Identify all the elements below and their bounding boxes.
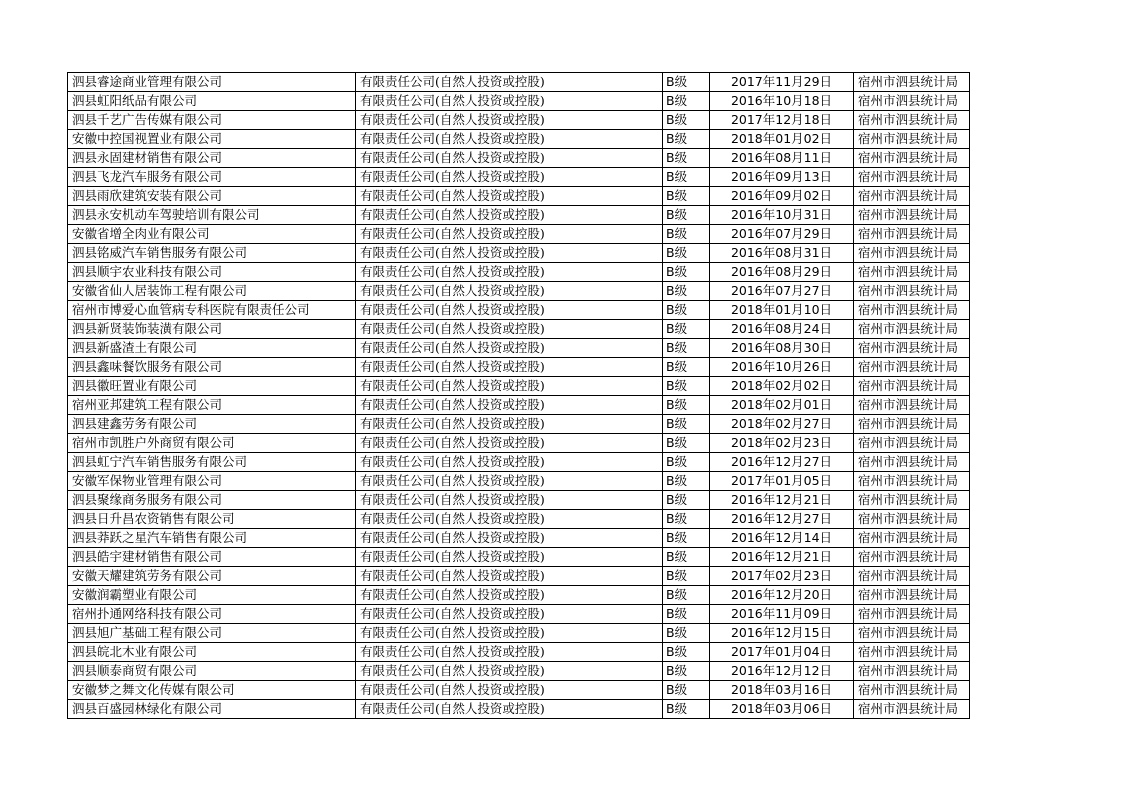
- company-name-cell: 泗县日升昌农资销售有限公司: [68, 510, 356, 529]
- company-type-cell: 有限责任公司(自然人投资或控股): [356, 681, 663, 700]
- rating-date-cell: 2016年12月14日: [710, 529, 854, 548]
- company-name-cell: 宿州市博爱心血管病专科医院有限责任公司: [68, 301, 356, 320]
- company-name-cell: 安徽天耀建筑劳务有限公司: [68, 567, 356, 586]
- company-name-cell: 泗县永安机动车驾驶培训有限公司: [68, 206, 356, 225]
- rating-date-cell: 2016年08月29日: [710, 263, 854, 282]
- company-type-cell: 有限责任公司(自然人投资或控股): [356, 396, 663, 415]
- issuing-authority-cell: 宿州市泗县统计局: [854, 149, 970, 168]
- rating-date-cell: 2016年12月15日: [710, 624, 854, 643]
- issuing-authority-cell: 宿州市泗县统计局: [854, 358, 970, 377]
- rating-date-cell: 2018年03月06日: [710, 700, 854, 719]
- rating-date-cell: 2016年07月29日: [710, 225, 854, 244]
- issuing-authority-cell: 宿州市泗县统计局: [854, 225, 970, 244]
- table-row: [68, 396, 970, 415]
- company-name-cell: 宿州亚邦建筑工程有限公司: [68, 396, 356, 415]
- table-row: [68, 149, 970, 168]
- table-row: [68, 662, 970, 681]
- issuing-authority-cell: 宿州市泗县统计局: [854, 339, 970, 358]
- company-type-cell: 有限责任公司(自然人投资或控股): [356, 567, 663, 586]
- company-type-cell: 有限责任公司(自然人投资或控股): [356, 491, 663, 510]
- company-type-cell: 有限责任公司(自然人投资或控股): [356, 320, 663, 339]
- table-row: [68, 548, 970, 567]
- table-row: [68, 339, 970, 358]
- credit-grade-cell: B级: [663, 225, 710, 244]
- credit-grade-cell: B级: [663, 92, 710, 111]
- company-type-cell: 有限责任公司(自然人投资或控股): [356, 225, 663, 244]
- company-name-cell: 宿州扑通网络科技有限公司: [68, 605, 356, 624]
- company-name-cell: 安徽省增全肉业有限公司: [68, 225, 356, 244]
- company-name-cell: 泗县千艺广告传媒有限公司: [68, 111, 356, 130]
- company-type-cell: 有限责任公司(自然人投资或控股): [356, 510, 663, 529]
- credit-rating-table: [67, 72, 970, 719]
- credit-grade-cell: B级: [663, 453, 710, 472]
- company-type-cell: 有限责任公司(自然人投资或控股): [356, 472, 663, 491]
- table-row: [68, 529, 970, 548]
- table-row: [68, 73, 970, 92]
- company-type-cell: 有限责任公司(自然人投资或控股): [356, 187, 663, 206]
- table-row: [68, 358, 970, 377]
- issuing-authority-cell: 宿州市泗县统计局: [854, 700, 970, 719]
- issuing-authority-cell: 宿州市泗县统计局: [854, 472, 970, 491]
- rating-date-cell: 2018年02月23日: [710, 434, 854, 453]
- company-name-cell: 泗县虹宁汽车销售服务有限公司: [68, 453, 356, 472]
- company-name-cell: 泗县虹阳纸品有限公司: [68, 92, 356, 111]
- company-type-cell: 有限责任公司(自然人投资或控股): [356, 377, 663, 396]
- credit-grade-cell: B级: [663, 567, 710, 586]
- issuing-authority-cell: 宿州市泗县统计局: [854, 453, 970, 472]
- credit-grade-cell: B级: [663, 168, 710, 187]
- company-type-cell: 有限责任公司(自然人投资或控股): [356, 662, 663, 681]
- rating-date-cell: 2018年03月16日: [710, 681, 854, 700]
- company-type-cell: 有限责任公司(自然人投资或控股): [356, 339, 663, 358]
- issuing-authority-cell: 宿州市泗县统计局: [854, 434, 970, 453]
- rating-date-cell: 2016年08月11日: [710, 149, 854, 168]
- company-type-cell: 有限责任公司(自然人投资或控股): [356, 605, 663, 624]
- company-type-cell: 有限责任公司(自然人投资或控股): [356, 301, 663, 320]
- rating-date-cell: 2016年12月20日: [710, 586, 854, 605]
- company-name-cell: 泗县铭威汽车销售服务有限公司: [68, 244, 356, 263]
- company-type-cell: 有限责任公司(自然人投资或控股): [356, 92, 663, 111]
- credit-grade-cell: B级: [663, 244, 710, 263]
- company-type-cell: 有限责任公司(自然人投资或控股): [356, 529, 663, 548]
- company-name-cell: 泗县新盛渣土有限公司: [68, 339, 356, 358]
- table-row: [68, 263, 970, 282]
- rating-date-cell: 2016年08月30日: [710, 339, 854, 358]
- issuing-authority-cell: 宿州市泗县统计局: [854, 681, 970, 700]
- company-name-cell: 泗县旭广基础工程有限公司: [68, 624, 356, 643]
- issuing-authority-cell: 宿州市泗县统计局: [854, 396, 970, 415]
- company-type-cell: 有限责任公司(自然人投资或控股): [356, 548, 663, 567]
- credit-grade-cell: B级: [663, 377, 710, 396]
- credit-grade-cell: B级: [663, 491, 710, 510]
- issuing-authority-cell: 宿州市泗县统计局: [854, 415, 970, 434]
- table-row: [68, 282, 970, 301]
- issuing-authority-cell: 宿州市泗县统计局: [854, 282, 970, 301]
- table-row: [68, 111, 970, 130]
- credit-grade-cell: B级: [663, 263, 710, 282]
- company-name-cell: 安徽润霸塑业有限公司: [68, 586, 356, 605]
- issuing-authority-cell: 宿州市泗县统计局: [854, 301, 970, 320]
- company-type-cell: 有限责任公司(自然人投资或控股): [356, 263, 663, 282]
- credit-grade-cell: B级: [663, 358, 710, 377]
- rating-date-cell: 2018年01月10日: [710, 301, 854, 320]
- issuing-authority-cell: 宿州市泗县统计局: [854, 130, 970, 149]
- credit-grade-cell: B级: [663, 187, 710, 206]
- credit-grade-cell: B级: [663, 643, 710, 662]
- credit-grade-cell: B级: [663, 510, 710, 529]
- credit-grade-cell: B级: [663, 624, 710, 643]
- company-type-cell: 有限责任公司(自然人投资或控股): [356, 111, 663, 130]
- table-row: [68, 320, 970, 339]
- credit-grade-cell: B级: [663, 301, 710, 320]
- company-type-cell: 有限责任公司(自然人投资或控股): [356, 586, 663, 605]
- company-name-cell: 泗县皓宇建材销售有限公司: [68, 548, 356, 567]
- company-name-cell: 泗县鑫味餐饮服务有限公司: [68, 358, 356, 377]
- table-row: [68, 168, 970, 187]
- company-name-cell: 泗县莽跃之星汽车销售有限公司: [68, 529, 356, 548]
- rating-date-cell: 2018年02月02日: [710, 377, 854, 396]
- table-row: [68, 491, 970, 510]
- company-type-cell: 有限责任公司(自然人投资或控股): [356, 453, 663, 472]
- credit-grade-cell: B级: [663, 548, 710, 567]
- company-type-cell: 有限责任公司(自然人投资或控股): [356, 244, 663, 263]
- company-name-cell: 泗县雨欣建筑安装有限公司: [68, 187, 356, 206]
- table-row: [68, 92, 970, 111]
- company-name-cell: 泗县顺泰商贸有限公司: [68, 662, 356, 681]
- table-row: [68, 472, 970, 491]
- credit-grade-cell: B级: [663, 605, 710, 624]
- table-row: [68, 624, 970, 643]
- table-row: [68, 434, 970, 453]
- company-name-cell: 泗县徽旺置业有限公司: [68, 377, 356, 396]
- table-row: [68, 586, 970, 605]
- issuing-authority-cell: 宿州市泗县统计局: [854, 206, 970, 225]
- issuing-authority-cell: 宿州市泗县统计局: [854, 624, 970, 643]
- table-row: [68, 206, 970, 225]
- rating-date-cell: 2016年09月13日: [710, 168, 854, 187]
- table-row: [68, 377, 970, 396]
- company-name-cell: 安徽军保物业管理有限公司: [68, 472, 356, 491]
- company-type-cell: 有限责任公司(自然人投资或控股): [356, 643, 663, 662]
- issuing-authority-cell: 宿州市泗县统计局: [854, 73, 970, 92]
- issuing-authority-cell: 宿州市泗县统计局: [854, 586, 970, 605]
- credit-grade-cell: B级: [663, 434, 710, 453]
- table-row: [68, 510, 970, 529]
- company-name-cell: 泗县新贤装饰装潢有限公司: [68, 320, 356, 339]
- company-type-cell: 有限责任公司(自然人投资或控股): [356, 700, 663, 719]
- company-name-cell: 泗县永固建材销售有限公司: [68, 149, 356, 168]
- credit-grade-cell: B级: [663, 396, 710, 415]
- issuing-authority-cell: 宿州市泗县统计局: [854, 548, 970, 567]
- company-name-cell: 宿州市凯胜户外商贸有限公司: [68, 434, 356, 453]
- rating-date-cell: 2016年10月26日: [710, 358, 854, 377]
- company-name-cell: 泗县建鑫劳务有限公司: [68, 415, 356, 434]
- rating-date-cell: 2016年12月27日: [710, 453, 854, 472]
- company-type-cell: 有限责任公司(自然人投资或控股): [356, 73, 663, 92]
- issuing-authority-cell: 宿州市泗县统计局: [854, 491, 970, 510]
- issuing-authority-cell: 宿州市泗县统计局: [854, 377, 970, 396]
- credit-grade-cell: B级: [663, 282, 710, 301]
- company-name-cell: 泗县百盛园林绿化有限公司: [68, 700, 356, 719]
- issuing-authority-cell: 宿州市泗县统计局: [854, 567, 970, 586]
- company-name-cell: 泗县聚缘商务服务有限公司: [68, 491, 356, 510]
- rating-date-cell: 2017年11月29日: [710, 73, 854, 92]
- company-type-cell: 有限责任公司(自然人投资或控股): [356, 206, 663, 225]
- table-row: [68, 415, 970, 434]
- rating-date-cell: 2016年09月02日: [710, 187, 854, 206]
- credit-grade-cell: B级: [663, 130, 710, 149]
- rating-date-cell: 2016年08月24日: [710, 320, 854, 339]
- credit-grade-cell: B级: [663, 681, 710, 700]
- rating-date-cell: 2017年01月05日: [710, 472, 854, 491]
- company-type-cell: 有限责任公司(自然人投资或控股): [356, 130, 663, 149]
- rating-date-cell: 2016年12月21日: [710, 491, 854, 510]
- table-row: [68, 130, 970, 149]
- credit-grade-cell: B级: [663, 339, 710, 358]
- issuing-authority-cell: 宿州市泗县统计局: [854, 510, 970, 529]
- issuing-authority-cell: 宿州市泗县统计局: [854, 529, 970, 548]
- company-name-cell: 泗县睿途商业管理有限公司: [68, 73, 356, 92]
- company-type-cell: 有限责任公司(自然人投资或控股): [356, 149, 663, 168]
- rating-date-cell: 2016年08月31日: [710, 244, 854, 263]
- table-row: [68, 244, 970, 263]
- rating-date-cell: 2016年11月09日: [710, 605, 854, 624]
- credit-grade-cell: B级: [663, 206, 710, 225]
- table-row: [68, 700, 970, 719]
- rating-date-cell: 2017年12月18日: [710, 111, 854, 130]
- credit-grade-cell: B级: [663, 73, 710, 92]
- rating-date-cell: 2016年10月18日: [710, 92, 854, 111]
- rating-date-cell: 2017年01月04日: [710, 643, 854, 662]
- company-type-cell: 有限责任公司(自然人投资或控股): [356, 434, 663, 453]
- credit-grade-cell: B级: [663, 149, 710, 168]
- table-body: [68, 73, 970, 719]
- credit-grade-cell: B级: [663, 472, 710, 491]
- table-row: [68, 187, 970, 206]
- table-row: [68, 605, 970, 624]
- issuing-authority-cell: 宿州市泗县统计局: [854, 92, 970, 111]
- credit-grade-cell: B级: [663, 111, 710, 130]
- company-name-cell: 安徽省仙人居装饰工程有限公司: [68, 282, 356, 301]
- credit-grade-cell: B级: [663, 586, 710, 605]
- table-row: [68, 643, 970, 662]
- rating-date-cell: 2016年12月12日: [710, 662, 854, 681]
- company-type-cell: 有限责任公司(自然人投资或控股): [356, 624, 663, 643]
- issuing-authority-cell: 宿州市泗县统计局: [854, 244, 970, 263]
- company-type-cell: 有限责任公司(自然人投资或控股): [356, 358, 663, 377]
- credit-grade-cell: B级: [663, 700, 710, 719]
- rating-date-cell: 2016年10月31日: [710, 206, 854, 225]
- company-name-cell: 安徽中控国视置业有限公司: [68, 130, 356, 149]
- credit-grade-cell: B级: [663, 415, 710, 434]
- table-row: [68, 453, 970, 472]
- rating-date-cell: 2018年01月02日: [710, 130, 854, 149]
- table-row: [68, 681, 970, 700]
- credit-grade-cell: B级: [663, 320, 710, 339]
- table-row: [68, 567, 970, 586]
- company-type-cell: 有限责任公司(自然人投资或控股): [356, 415, 663, 434]
- rating-date-cell: 2016年12月21日: [710, 548, 854, 567]
- rating-date-cell: 2017年02月23日: [710, 567, 854, 586]
- company-name-cell: 泗县顺宇农业科技有限公司: [68, 263, 356, 282]
- company-name-cell: 泗县飞龙汽车服务有限公司: [68, 168, 356, 187]
- issuing-authority-cell: 宿州市泗县统计局: [854, 662, 970, 681]
- company-type-cell: 有限责任公司(自然人投资或控股): [356, 168, 663, 187]
- issuing-authority-cell: 宿州市泗县统计局: [854, 111, 970, 130]
- company-type-cell: 有限责任公司(自然人投资或控股): [356, 282, 663, 301]
- rating-date-cell: 2016年12月27日: [710, 510, 854, 529]
- issuing-authority-cell: 宿州市泗县统计局: [854, 168, 970, 187]
- table-row: [68, 225, 970, 244]
- issuing-authority-cell: 宿州市泗县统计局: [854, 605, 970, 624]
- issuing-authority-cell: 宿州市泗县统计局: [854, 187, 970, 206]
- table-row: [68, 301, 970, 320]
- company-name-cell: 泗县皖北木业有限公司: [68, 643, 356, 662]
- issuing-authority-cell: 宿州市泗县统计局: [854, 643, 970, 662]
- rating-date-cell: 2018年02月01日: [710, 396, 854, 415]
- rating-date-cell: 2018年02月27日: [710, 415, 854, 434]
- rating-date-cell: 2016年07月27日: [710, 282, 854, 301]
- credit-grade-cell: B级: [663, 662, 710, 681]
- issuing-authority-cell: 宿州市泗县统计局: [854, 320, 970, 339]
- company-name-cell: 安徽梦之舞文化传媒有限公司: [68, 681, 356, 700]
- issuing-authority-cell: 宿州市泗县统计局: [854, 263, 970, 282]
- credit-grade-cell: B级: [663, 529, 710, 548]
